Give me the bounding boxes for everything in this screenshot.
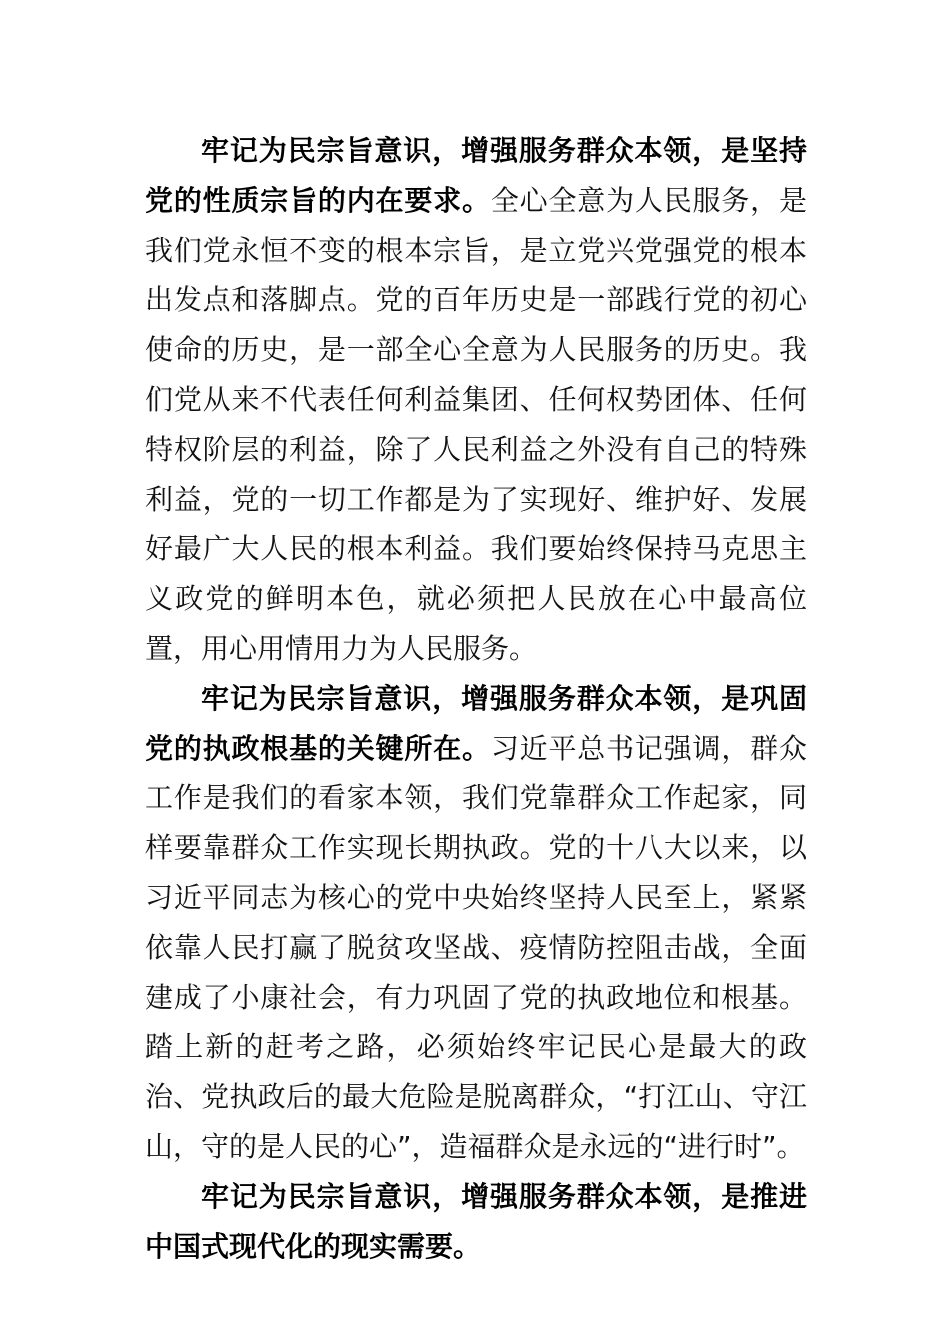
paragraph-party-nature bbox=[145, 126, 807, 674]
paragraph-body-text: 习近平总书记强调，群众工作是我们的看家本领，我们党靠群众工作起家，同样要靠群众工作实现长期执政。党的十八大以来，以习近平同志为核心的党中央始终坚持人民至上，紧紧依靠人民打赢了脱贫攻坚战、疫情防控阻击战，全面建成了小康社会，有力巩固了党的执政地位和根基。踏上新的赶考之路，必须始终牢记民心是最大的政治、党执政后的最大危险是脱离群众，“打江山、守江山，守的是人民的心”，造福群众是永远的“进行时”。 bbox=[145, 731, 807, 1163]
paragraph-governing-foundation bbox=[145, 674, 807, 1172]
paragraph-lead-heading: 牢记为民宗旨意识，增强服务群众本领，是巩固党的执政根基的关键所在。 bbox=[145, 681, 807, 765]
paragraph-modernization bbox=[145, 1172, 807, 1272]
document-body bbox=[145, 126, 807, 1271]
paragraph-lead-heading: 牢记为民宗旨意识，增强服务群众本领，是坚持党的性质宗旨的内在要求。 bbox=[145, 134, 807, 217]
paragraph-lead-heading: 牢记为民宗旨意识，增强服务群众本领，是推进中国式现代化的现实需要。 bbox=[145, 1179, 807, 1263]
paragraph-body-text: 全心全意为人民服务，是我们党永恒不变的根本宗旨，是立党兴党强党的根本出发点和落脚点。党的百年历史是一部践行党的初心使命的历史，是一部全心全意为人民服务的历史。我们党从来不代表任何利益集团、任何权势团体、任何特权阶层的利益，除了人民利益之外没有自己的特殊利益，党的一切工作都是为了实现好、维护好、发展好最广大人民的根本利益。我们要始终保持马克思主义政党的鲜明本色，就必须把人民放在心中最高位置，用心用情用力为人民服务。 bbox=[145, 183, 807, 665]
